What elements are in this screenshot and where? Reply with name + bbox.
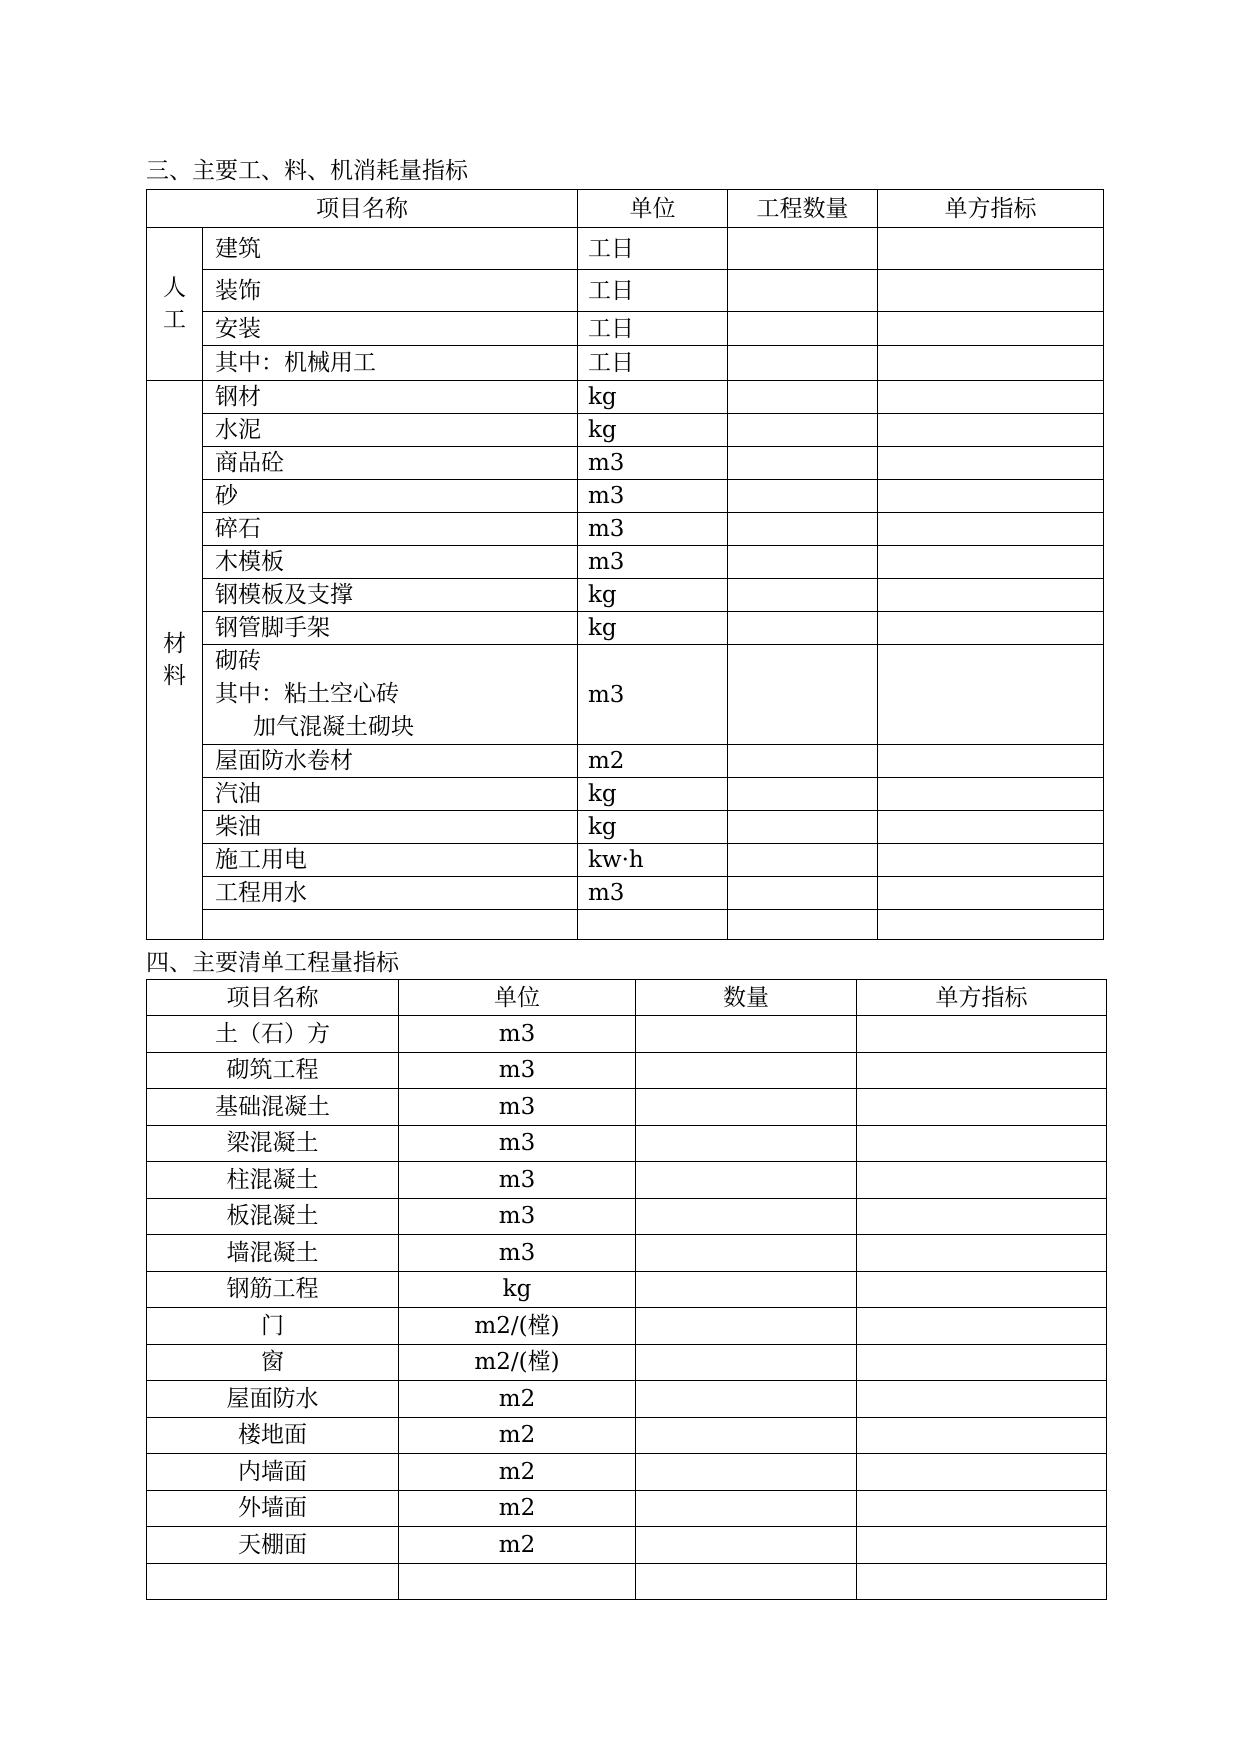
item-name: 楼地面	[147, 1417, 399, 1454]
item-name: 商品砼	[203, 447, 578, 480]
table-row	[147, 745, 1104, 778]
index-cell	[878, 546, 1104, 579]
item-name: 安装	[203, 312, 578, 346]
table-row	[147, 414, 1104, 447]
empty-cell	[857, 1563, 1107, 1599]
item-name: 砌筑工程	[147, 1052, 399, 1089]
item-unit: m3	[578, 513, 728, 546]
table-row	[147, 1381, 1107, 1418]
item-name: 装饰	[203, 270, 578, 312]
quantity-cell	[636, 1198, 857, 1235]
item-unit: kg	[399, 1271, 636, 1308]
item-name: 其中：机械用工	[203, 346, 578, 381]
quantity-cell	[636, 1454, 857, 1491]
table-row	[147, 1271, 1107, 1308]
item-name: 工程用水	[203, 877, 578, 910]
item-name: 墙混凝土	[147, 1235, 399, 1272]
index-cell	[857, 1527, 1107, 1564]
item-unit: m2	[399, 1381, 636, 1418]
quantity-cell	[728, 346, 878, 381]
index-cell	[878, 346, 1104, 381]
table-row	[147, 1490, 1107, 1527]
table-row	[147, 778, 1104, 811]
quantity-cell	[728, 270, 878, 312]
index-cell	[878, 811, 1104, 844]
index-cell	[857, 1271, 1107, 1308]
item-unit: m3	[399, 1235, 636, 1272]
bill-quantity-index-table	[146, 979, 1107, 1600]
item-name: 钢管脚手架	[203, 612, 578, 645]
table-row	[147, 1417, 1107, 1454]
item-name: 碎石	[203, 513, 578, 546]
index-cell	[857, 1016, 1107, 1053]
table-row	[147, 270, 1104, 312]
quantity-cell	[636, 1308, 857, 1345]
index-cell	[878, 381, 1104, 414]
item-name: 基础混凝土	[147, 1089, 399, 1126]
table-row	[147, 228, 1104, 270]
item-unit: m3	[578, 645, 728, 745]
item-name: 屋面防水	[147, 1381, 399, 1418]
index-cell	[857, 1308, 1107, 1345]
item-unit: m2	[578, 745, 728, 778]
table-row-empty	[147, 1563, 1107, 1599]
item-unit: kg	[578, 414, 728, 447]
table-row	[147, 480, 1104, 513]
header-unit-index: 单方指标	[878, 190, 1104, 228]
section-3-title: 三、主要工、料、机消耗量指标	[146, 158, 468, 184]
item-unit: kg	[578, 811, 728, 844]
index-cell	[857, 1454, 1107, 1491]
consumption-index-table	[146, 189, 1104, 940]
item-name: 土（石）方	[147, 1016, 399, 1053]
quantity-cell	[636, 1016, 857, 1053]
quantity-cell	[728, 414, 878, 447]
item-name: 汽油	[203, 778, 578, 811]
item-unit: m3	[399, 1016, 636, 1053]
quantity-cell	[728, 228, 878, 270]
item-name: 砂	[203, 480, 578, 513]
item-name: 柱混凝土	[147, 1162, 399, 1199]
table-row	[147, 844, 1104, 877]
item-unit: kg	[578, 579, 728, 612]
item-name: 木模板	[203, 546, 578, 579]
item-name: 屋面防水卷材	[203, 745, 578, 778]
index-cell	[878, 312, 1104, 346]
quantity-cell	[728, 877, 878, 910]
item-unit: m3	[399, 1052, 636, 1089]
masonry-line-3: 加气混凝土砌块	[253, 714, 414, 740]
item-unit: m3	[578, 447, 728, 480]
quantity-cell	[636, 1344, 857, 1381]
table-row	[147, 877, 1104, 910]
table-row	[147, 1052, 1107, 1089]
table-row	[147, 546, 1104, 579]
index-cell	[878, 513, 1104, 546]
table-row	[147, 1162, 1107, 1199]
table-row	[147, 612, 1104, 645]
index-cell	[857, 1235, 1107, 1272]
quantity-cell	[728, 745, 878, 778]
header-quantity: 数量	[636, 980, 857, 1016]
item-unit: kg	[578, 778, 728, 811]
item-name-multiline	[203, 645, 578, 745]
table-row	[147, 1089, 1107, 1126]
index-cell	[878, 579, 1104, 612]
quantity-cell	[636, 1089, 857, 1126]
index-cell	[878, 480, 1104, 513]
item-unit: m2/(樘)	[399, 1344, 636, 1381]
index-cell	[878, 414, 1104, 447]
quantity-cell	[728, 447, 878, 480]
index-cell	[878, 844, 1104, 877]
table-row	[147, 346, 1104, 381]
table-header-row	[147, 980, 1107, 1016]
table-row	[147, 645, 1104, 745]
empty-cell	[636, 1563, 857, 1599]
quantity-cell	[728, 381, 878, 414]
empty-cell	[399, 1563, 636, 1599]
index-cell	[878, 228, 1104, 270]
empty-cell	[578, 910, 728, 940]
quantity-cell	[728, 546, 878, 579]
quantity-cell	[636, 1235, 857, 1272]
quantity-cell	[636, 1417, 857, 1454]
table-row	[147, 1344, 1107, 1381]
masonry-line-1: 砌砖	[215, 648, 261, 674]
table-row	[147, 447, 1104, 480]
table-row	[147, 579, 1104, 612]
table-row	[147, 811, 1104, 844]
index-cell	[878, 745, 1104, 778]
quantity-cell	[636, 1162, 857, 1199]
item-name: 外墙面	[147, 1490, 399, 1527]
masonry-line-2: 其中：粘土空心砖	[215, 681, 399, 707]
table-header-row	[147, 190, 1104, 228]
quantity-cell	[636, 1271, 857, 1308]
quantity-cell	[636, 1527, 857, 1564]
quantity-cell	[728, 612, 878, 645]
table-row	[147, 1198, 1107, 1235]
index-cell	[857, 1162, 1107, 1199]
index-cell	[878, 778, 1104, 811]
table-row	[147, 381, 1104, 414]
item-name: 梁混凝土	[147, 1125, 399, 1162]
table-row	[147, 1235, 1107, 1272]
quantity-cell	[728, 778, 878, 811]
item-unit: kg	[578, 612, 728, 645]
item-name: 天棚面	[147, 1527, 399, 1564]
item-unit: kw·h	[578, 844, 728, 877]
item-unit: 工日	[578, 228, 728, 270]
header-unit: 单位	[399, 980, 636, 1016]
item-unit: m3	[399, 1162, 636, 1199]
quantity-cell	[728, 645, 878, 745]
index-cell	[857, 1089, 1107, 1126]
item-name: 钢模板及支撑	[203, 579, 578, 612]
index-cell	[857, 1490, 1107, 1527]
header-unit: 单位	[578, 190, 728, 228]
item-unit: m2	[399, 1490, 636, 1527]
table-row	[147, 1527, 1107, 1564]
index-cell	[857, 1344, 1107, 1381]
item-unit: m3	[399, 1089, 636, 1126]
quantity-cell	[728, 910, 878, 940]
section-4-title: 四、主要清单工程量指标	[146, 950, 399, 976]
item-unit: kg	[578, 381, 728, 414]
table-row	[147, 1454, 1107, 1491]
table-row	[147, 513, 1104, 546]
quantity-cell	[728, 811, 878, 844]
item-unit: m3	[578, 877, 728, 910]
item-unit: m3	[399, 1198, 636, 1235]
quantity-cell	[636, 1490, 857, 1527]
index-cell	[878, 877, 1104, 910]
quantity-cell	[728, 844, 878, 877]
index-cell	[857, 1052, 1107, 1089]
empty-cell	[203, 910, 578, 940]
item-name: 施工用电	[203, 844, 578, 877]
item-name: 窗	[147, 1344, 399, 1381]
item-unit: m2	[399, 1527, 636, 1564]
header-item-name: 项目名称	[147, 980, 399, 1016]
index-cell	[857, 1198, 1107, 1235]
index-cell	[878, 612, 1104, 645]
table-row	[147, 1125, 1107, 1162]
item-unit: m2	[399, 1454, 636, 1491]
quantity-cell	[728, 579, 878, 612]
quantity-cell	[728, 513, 878, 546]
item-unit: m3	[399, 1125, 636, 1162]
item-unit: 工日	[578, 270, 728, 312]
category-materials: 材 料	[147, 381, 203, 940]
item-name: 柴油	[203, 811, 578, 844]
index-cell	[857, 1125, 1107, 1162]
item-unit: 工日	[578, 312, 728, 346]
category-labor: 人 工	[147, 228, 203, 381]
index-cell	[878, 645, 1104, 745]
table-row	[147, 1016, 1107, 1053]
quantity-cell	[636, 1052, 857, 1089]
index-cell	[857, 1381, 1107, 1418]
item-unit: m2/(樘)	[399, 1308, 636, 1345]
table-row	[147, 1308, 1107, 1345]
item-name: 钢材	[203, 381, 578, 414]
quantity-cell	[636, 1125, 857, 1162]
table-row-empty	[147, 910, 1104, 940]
index-cell	[878, 447, 1104, 480]
item-unit: m3	[578, 546, 728, 579]
item-unit: m3	[578, 480, 728, 513]
table-row	[147, 312, 1104, 346]
item-name: 板混凝土	[147, 1198, 399, 1235]
header-quantity: 工程数量	[728, 190, 878, 228]
quantity-cell	[728, 480, 878, 513]
item-name: 水泥	[203, 414, 578, 447]
item-name: 建筑	[203, 228, 578, 270]
item-name: 钢筋工程	[147, 1271, 399, 1308]
empty-cell	[147, 1563, 399, 1599]
quantity-cell	[636, 1381, 857, 1418]
item-unit: 工日	[578, 346, 728, 381]
index-cell	[878, 910, 1104, 940]
index-cell	[878, 270, 1104, 312]
index-cell	[857, 1417, 1107, 1454]
item-name: 门	[147, 1308, 399, 1345]
item-unit: m2	[399, 1417, 636, 1454]
quantity-cell	[728, 312, 878, 346]
header-item-name: 项目名称	[147, 190, 578, 228]
header-unit-index: 单方指标	[857, 980, 1107, 1016]
bill-rows	[147, 1016, 1107, 1600]
item-name: 内墙面	[147, 1454, 399, 1491]
